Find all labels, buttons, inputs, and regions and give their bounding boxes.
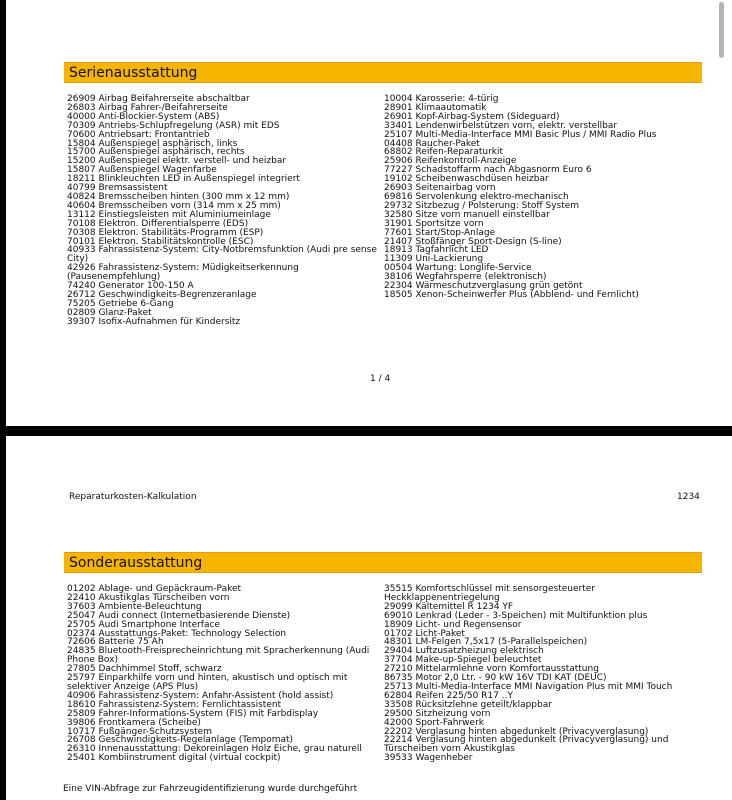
equipment-item: 15804 Außenspiegel asphärisch, links — [67, 138, 238, 149]
equipment-item: 15807 Außenspiegel Wagenfarbe — [67, 165, 217, 176]
equipment-item: 28901 Klimaautomatik — [384, 102, 487, 113]
equipment-item: 10004 Karosserie: 4-türig — [384, 94, 499, 104]
equipment-item: 40933 Fahrassistenz-System: City-Notbremsfunktion (Audi pre sense City) — [67, 245, 377, 265]
equipment-item: 27805 Dachhimmel Stoff, schwarz — [67, 664, 222, 675]
equipment-item: 26903 Seitenairbag vorn — [384, 183, 496, 194]
equipment-item: 29732 Sitzbezug / Polsterung: Stoff System — [384, 200, 580, 211]
equipment-item: 26901 Kopf-Airbag-System (Sideguard) — [384, 111, 560, 122]
equipment-item: 74240 Generator 100-150 A — [67, 281, 194, 292]
equipment-item: 39533 Wagenheber — [384, 753, 473, 764]
equipment-item: 42000 Sport-Fahrwerk — [384, 717, 484, 728]
equipment-item: 18909 Licht- und Regensensor — [384, 619, 522, 630]
equipment-item: 31901 Sportsitze vorn — [384, 218, 484, 229]
document-title: Reparaturkosten-Kalkulation — [69, 492, 197, 502]
equipment-item: 25797 Einparkhilfe vorn und hinten, akustisch und optisch mit selektiver Anzeige (APS Plus) — [67, 673, 348, 692]
equipment-item: 25107 Multi-Media-Interface MMI Basic Plus / MMI Radio Plus — [384, 129, 657, 140]
equipment-item: 02374 Ausstattungs-Paket: Technology Selection — [67, 628, 287, 639]
equipment-item: 22304 Wärmeschutzverglasung grün getönt — [384, 281, 583, 292]
equipment-item: 37704 Make-up-Spiegel beleuchtet — [384, 655, 542, 666]
equipment-item: 25047 Audi connect (Internetbasierende Dienste) — [67, 610, 291, 621]
equipment-item: 70308 Elektron. Stabilitäts-Programm (ESP) — [67, 227, 264, 238]
equipment-item: 24835 Bluetooth-Freisprecheinrichtung mit Spracherkennung (Audi Phone Box) — [67, 646, 370, 666]
equipment-item: 25401 Kombiinstrument digital (virtual cockpit) — [67, 753, 281, 764]
equipment-item: 18211 Blinkleuchten LED in Außenspiegel integriert — [67, 174, 300, 185]
equipment-item: 26909 Airbag Beifahrerseite abschaltbar — [67, 94, 250, 104]
sonderausstattung-right-column — [384, 585, 702, 763]
equipment-item: 01202 Ablage- und Gepäckraum-Paket — [67, 584, 242, 594]
equipment-item: 77601 Start/Stop-Anlage — [384, 227, 496, 238]
page-number: 1 / 4 — [370, 374, 391, 384]
equipment-item: 68802 Reifen-Reparaturkit — [384, 147, 504, 158]
equipment-item: 40000 Anti-Blockier-System (ABS) — [67, 111, 220, 122]
equipment-item: 15200 Außenspiegel elektr. verstell- und heizbar — [67, 156, 287, 167]
equipment-item: 15700 Außenspiegel asphärisch, rechts — [67, 147, 245, 158]
equipment-item: 29500 Sitzheizung vorn — [384, 708, 491, 719]
equipment-item: 40604 Bremsscheiben vorn (314 mm x 25 mm) — [67, 200, 281, 211]
equipment-item: 22410 Akustikglas Türscheiben vorn — [67, 592, 230, 603]
equipment-item: 40824 Bremsscheiben hinten (300 mm x 12 mm) — [67, 191, 290, 202]
equipment-item: 25906 Reifenkontroll-Anzeige — [384, 156, 517, 167]
equipment-item: 37603 Ambiente-Beleuchtung — [67, 601, 202, 612]
vin-footnote: Eine VIN-Abfrage zur Fahrzeugidentifizierung wurde durchgeführt — [63, 784, 358, 794]
equipment-item: 26310 Innenausstattung: Dekoreinlagen Holz Eiche, grau naturell — [67, 744, 362, 755]
scrollbar-thumb[interactable] — [719, 2, 724, 58]
equipment-item: 19102 Scheibenwaschdüsen heizbar — [384, 174, 549, 185]
sonderausstattung-left-column — [67, 585, 377, 763]
equipment-item: 10717 Fußgänger-Schutzsystem — [67, 726, 212, 737]
equipment-item: 22214 Verglasung hinten abgedunkelt (Privacyverglasung) und Türscheiben vorn Akustikglas — [384, 735, 669, 755]
equipment-item: 72606 Batterie 75 Ah — [67, 637, 164, 648]
equipment-item: 18610 Fahrassistenz-System: Fernlichtassistent — [67, 699, 282, 710]
equipment-item: 40799 Bremsassistent — [67, 183, 168, 194]
sonderausstattung-header — [64, 552, 702, 573]
equipment-item: 18913 Tagfahrlicht LED — [384, 245, 489, 256]
equipment-item: 26712 Geschwindigkeits-Begrenzeranlage — [67, 289, 257, 300]
equipment-item: 02809 Glanz-Paket — [67, 307, 152, 318]
serienausstattung-left-column — [67, 95, 377, 327]
equipment-item: 32580 Sitze vorn manuell einstellbar — [384, 209, 550, 220]
scrollbar-track[interactable] — [714, 0, 732, 426]
equipment-item: 26803 Airbag Fahrer-/Beifahrerseite — [67, 102, 228, 113]
equipment-item: 27210 Mittelarmlehne vorn Komfortausstattung — [384, 664, 599, 675]
equipment-item: 04408 Raucher-Paket — [384, 138, 480, 149]
equipment-item: 22202 Verglasung hinten abgedunkelt (Privacyverglasung) — [384, 726, 649, 737]
equipment-item: 70600 Antriebsart: Frontantrieb — [67, 129, 210, 140]
equipment-item: 40906 Fahrassistenz-System: Anfahr-Assistent (hold assist) — [67, 690, 334, 701]
serienausstattung-title: Serienausstattung — [69, 65, 198, 81]
serienausstattung-header — [64, 62, 702, 83]
equipment-item: 21407 Stoßfänger Sport-Design (S-line) — [384, 236, 562, 247]
equipment-item: 26708 Geschwindigkeits-Regelanlage (Tempomat) — [67, 735, 294, 746]
equipment-item: 86735 Motor 2,0 Ltr. - 90 kW 16V TDI KAT (DEUC) — [384, 673, 607, 684]
equipment-item: 39806 Frontkamera (Scheibe) — [67, 717, 201, 728]
equipment-item: 70309 Antriebs-Schlupfregelung (ASR) mit EDS — [67, 120, 280, 131]
equipment-item: 69816 Servolenkung elektro-mechanisch — [384, 191, 569, 202]
equipment-item: 29404 Luftzusatzheizung elektrisch — [384, 646, 544, 657]
equipment-item: 70108 Elektron. Differentialsperre (EDS) — [67, 218, 249, 229]
equipment-item: 25713 Multi-Media-Interface MMI Navigation Plus mit MMI Touch — [384, 681, 673, 692]
equipment-item: 69010 Lenkrad (Leder - 3-Speichen) mit Multifunktion plus — [384, 610, 648, 621]
equipment-item: 35515 Komfortschlüssel mit sensorgesteuerter Heckklappenentriegelung — [384, 584, 595, 603]
equipment-item: 70101 Elektron. Stabilitätskontrolle (ESC) — [67, 236, 254, 247]
serienausstattung-right-column — [384, 95, 702, 300]
document-id: 1234 — [677, 492, 700, 502]
equipment-item: 25809 Fahrer-Informations-System (FIS) mit Farbdisplay — [67, 708, 319, 719]
equipment-item: 38106 Wegfahrsperre (elektronisch) — [384, 272, 547, 283]
equipment-item: 33508 Rücksitzlehne geteilt/klappbar — [384, 699, 552, 710]
equipment-item: 25705 Audi Smartphone Interface — [67, 619, 220, 630]
equipment-item: 48301 LM-Felgen 7,5x17 (5-Parallelspeichen) — [384, 637, 588, 648]
equipment-item: 62804 Reifen 225/50 R17 ..Y — [384, 690, 513, 701]
equipment-item: 77227 Schadstoffarm nach Abgasnorm Euro 6 — [384, 165, 592, 176]
equipment-item: 01702 Licht-Paket — [384, 628, 465, 639]
equipment-item: 18505 Xenon-Scheinwerfer Plus (Abblend- und Fernlicht) — [384, 289, 639, 300]
equipment-item: 00504 Wartung: Longlife-Service — [384, 263, 532, 274]
equipment-item: 11309 Uni-Lackierung — [384, 254, 484, 265]
equipment-item: 42926 Fahrassistenz-System: Müdigkeitserkennung (Pausenempfehlung) — [67, 263, 299, 283]
equipment-item: 75205 Getriebe 6-Gang — [67, 298, 174, 309]
sonderausstattung-title: Sonderausstattung — [69, 555, 203, 571]
equipment-item: 29099 Kältemittel R 1234 YF — [384, 601, 514, 612]
equipment-item: 39307 Isofix-Aufnahmen für Kindersitz — [67, 316, 241, 327]
equipment-item: 13112 Einstiegsleisten mit Aluminiumeinlage — [67, 209, 271, 220]
equipment-item: 33401 Lendenwirbelstützen vorn, elektr. verstellbar — [384, 120, 618, 131]
